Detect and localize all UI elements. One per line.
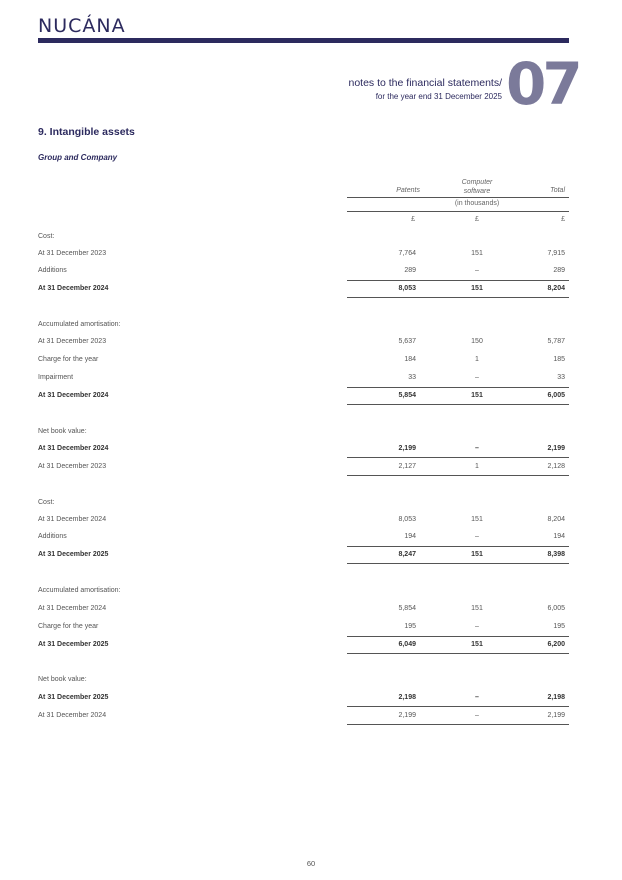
cell-total: 33: [557, 374, 565, 381]
table-row: [38, 605, 569, 617]
row-label: At 31 December 2024: [38, 605, 107, 612]
currency-software: £: [475, 216, 479, 223]
cell-patents: 8,053: [398, 285, 416, 292]
cell-patents: 184: [404, 356, 416, 363]
table-row: [38, 445, 569, 457]
row-label: Cost:: [38, 499, 55, 506]
row-label: At 31 December 2024: [38, 712, 107, 719]
cell-patents: 5,854: [398, 392, 416, 399]
cell-total: 8,204: [547, 285, 565, 292]
cell-software: –: [475, 445, 479, 452]
page-number: 60: [306, 859, 316, 868]
total-rule: [347, 563, 569, 564]
cell-patents: 33: [408, 374, 416, 381]
total-rule: [347, 724, 569, 725]
subtotal-rule: [347, 546, 569, 547]
subtotal-rule: [347, 457, 569, 458]
table-row: [38, 641, 569, 653]
subtotal-rule: [347, 387, 569, 388]
table-row: [38, 285, 569, 297]
table-row: [38, 712, 569, 724]
cell-total: 195: [553, 623, 565, 630]
cell-total: 7,915: [547, 250, 565, 257]
cell-software: 151: [471, 392, 483, 399]
total-rule: [347, 653, 569, 654]
row-label: At 31 December 2024: [38, 285, 109, 292]
cell-software: 151: [471, 551, 483, 558]
cell-total: 6,200: [547, 641, 565, 648]
cell-total: 6,005: [547, 605, 565, 612]
table-row: [38, 428, 569, 440]
table-row: [38, 338, 569, 350]
table-row: [38, 267, 569, 279]
row-label: Charge for the year: [38, 623, 99, 630]
cell-total: 6,005: [547, 392, 565, 399]
currency-total: £: [561, 216, 565, 223]
col-header-patents: Patents: [396, 187, 420, 194]
row-label: At 31 December 2025: [38, 551, 109, 558]
row-label: Net book value:: [38, 428, 87, 435]
table-row: [38, 623, 569, 635]
table-row: [38, 499, 569, 511]
company-logo: NUCÁNA: [38, 15, 126, 37]
row-label: At 31 December 2023: [38, 338, 107, 345]
subtotal-rule: [347, 636, 569, 637]
currency-patents: £: [411, 216, 415, 223]
cell-total: 8,204: [547, 516, 565, 523]
cell-total: 2,199: [547, 712, 565, 719]
table-row: [38, 516, 569, 528]
cell-patents: 8,247: [398, 551, 416, 558]
row-label: At 31 December 2024: [38, 516, 107, 523]
table-row: [38, 233, 569, 245]
col-header-total: Total: [550, 187, 565, 194]
units-rule: [347, 211, 569, 212]
table-row: [38, 676, 569, 688]
running-header-title: notes to the financial statements/: [348, 77, 502, 89]
cell-software: 151: [471, 516, 483, 523]
col-header-software: [439, 178, 515, 196]
cell-patents: 194: [404, 533, 416, 540]
table-row: [38, 321, 569, 333]
cell-patents: 289: [404, 267, 416, 274]
cell-patents: 5,854: [398, 605, 416, 612]
cell-software: –: [475, 623, 479, 630]
row-label: Charge for the year: [38, 356, 99, 363]
cell-software: 1: [475, 463, 479, 470]
table-row: [38, 356, 569, 368]
row-label: At 31 December 2023: [38, 250, 107, 257]
cell-software: 151: [471, 285, 483, 292]
chapter-number: 07: [506, 50, 579, 118]
header-rule: [347, 197, 569, 198]
total-rule: [347, 297, 569, 298]
cell-patents: 2,199: [398, 712, 416, 719]
row-label: At 31 December 2025: [38, 694, 109, 701]
row-label: At 31 December 2024: [38, 392, 109, 399]
total-rule: [347, 475, 569, 476]
cell-software: 1: [475, 356, 479, 363]
cell-patents: 5,637: [398, 338, 416, 345]
cell-total: 289: [553, 267, 565, 274]
section-title: 9. Intangible assets: [38, 126, 135, 138]
row-label: Additions: [38, 533, 67, 540]
table-row: [38, 463, 569, 475]
table-row: [38, 533, 569, 545]
table-row: [38, 551, 569, 563]
cell-software: 151: [471, 605, 483, 612]
cell-total: 8,398: [547, 551, 565, 558]
row-label: Impairment: [38, 374, 74, 381]
total-rule: [347, 404, 569, 405]
row-label: Accumulated amortisation:: [38, 587, 121, 594]
table-row: [38, 374, 569, 386]
cell-patents: 8,053: [398, 516, 416, 523]
running-header: [348, 77, 502, 102]
row-label: At 31 December 2023: [38, 463, 107, 470]
header-bar: [38, 38, 569, 43]
cell-software: –: [475, 267, 479, 274]
subtotal-rule: [347, 280, 569, 281]
cell-total: 2,199: [547, 445, 565, 452]
subtotal-rule: [347, 706, 569, 707]
cell-patents: 6,049: [398, 641, 416, 648]
table-row: [38, 392, 569, 404]
cell-software: 150: [471, 338, 483, 345]
table-row: [38, 250, 569, 262]
cell-software: –: [475, 374, 479, 381]
cell-total: 5,787: [547, 338, 565, 345]
table-row: [38, 694, 569, 706]
cell-patents: 195: [404, 623, 416, 630]
row-label: Net book value:: [38, 676, 87, 683]
row-label: Cost:: [38, 233, 55, 240]
running-header-subtitle: for the year end 31 December 2025: [375, 92, 502, 101]
cell-software: –: [475, 533, 479, 540]
cell-total: 185: [553, 356, 565, 363]
cell-patents: 2,199: [398, 445, 416, 452]
row-label: At 31 December 2025: [38, 641, 109, 648]
cell-patents: 2,198: [398, 694, 416, 701]
section-subtitle: Group and Company: [38, 153, 118, 162]
cell-software: –: [475, 712, 479, 719]
units-note: (in thousands): [454, 200, 500, 207]
row-label: Accumulated amortisation:: [38, 321, 121, 328]
cell-software: 151: [471, 250, 483, 257]
cell-patents: 7,764: [398, 250, 416, 257]
cell-patents: 2,127: [398, 463, 416, 470]
cell-total: 2,128: [547, 463, 565, 470]
row-label: At 31 December 2024: [38, 445, 109, 452]
col-header-software-line2: software: [463, 188, 491, 195]
table-row: [38, 587, 569, 599]
cell-software: –: [475, 694, 479, 701]
cell-software: 151: [471, 641, 483, 648]
cell-total: 194: [553, 533, 565, 540]
col-header-software-line1: Computer: [461, 179, 493, 186]
row-label: Additions: [38, 267, 67, 274]
cell-total: 2,198: [547, 694, 565, 701]
